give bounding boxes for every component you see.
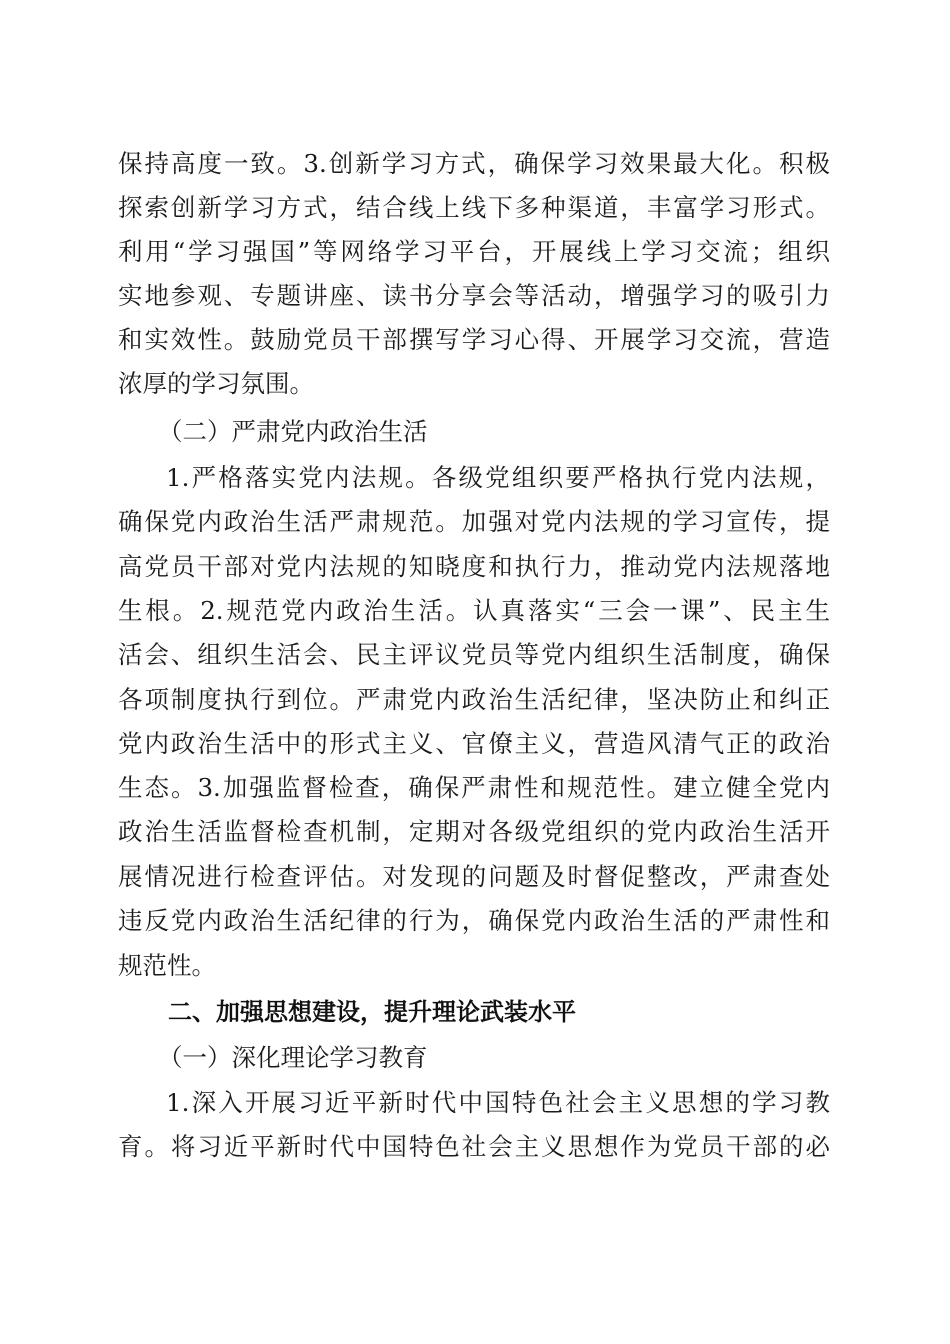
- paragraph-line: 党内政治生活中的形式主义、官僚主义，营造风清气正的政治: [118, 729, 830, 758]
- paragraph-line: 活会、组织生活会、民主评议党员等党内组织生活制度，确保: [118, 640, 830, 669]
- paragraph-line: 生根。2.规范党内政治生活。认真落实“三会一课”、民主生: [118, 596, 830, 625]
- paragraph-line: 展情况进行检查评估。对发现的问题及时督促整改，严肃查处: [118, 862, 830, 891]
- paragraph-line: 和实效性。鼓励党员干部撰写学习心得、开展学习交流，营造: [118, 325, 830, 354]
- paragraph-line: 生态。3.加强监督检查，确保严肃性和规范性。建立健全党内: [118, 773, 830, 802]
- paragraph-line: 探索创新学习方式，结合线上线下多种渠道，丰富学习形式。: [118, 193, 830, 222]
- paragraph-line: 利用“学习强国”等网络学习平台，开展线上学习交流；组织: [118, 237, 830, 266]
- paragraph-line: 浓厚的学习氛围。: [118, 369, 314, 398]
- paragraph-line: 规范性。: [118, 951, 216, 980]
- paragraph-line: 各项制度执行到位。严肃党内政治生活纪律，坚决防止和纠正: [118, 685, 830, 714]
- paragraph-line: 政治生活监督检查机制，定期对各级党组织的党内政治生活开: [118, 817, 830, 846]
- paragraph-line: 1.深入开展习近平新时代中国特色社会主义思想的学习教: [166, 1088, 830, 1117]
- paragraph-line: 1.严格落实党内法规。各级党组织要严格执行党内法规，: [166, 463, 830, 492]
- paragraph-line: 确保党内政治生活严肃规范。加强对党内法规的学习宣传，提: [118, 507, 830, 536]
- section-subheading: （二）严肃党内政治生活: [158, 417, 428, 446]
- paragraph-line: 实地参观、专题讲座、读书分享会等活动，增强学习的吸引力: [118, 281, 830, 310]
- section-subheading: （一）深化理论学习教育: [158, 1043, 428, 1072]
- paragraph-line: 高党员干部对党内法规的知晓度和执行力，推动党内法规落地: [118, 552, 830, 581]
- paragraph-line: 违反党内政治生活纪律的行为，确保党内政治生活的严肃性和: [118, 906, 830, 935]
- paragraph-line: 育。将习近平新时代中国特色社会主义思想作为党员干部的必: [118, 1132, 830, 1161]
- paragraph-line: 保持高度一致。3.创新学习方式，确保学习效果最大化。积极: [118, 149, 830, 178]
- section-heading: 二、加强思想建设，提升理论武装水平: [168, 998, 576, 1026]
